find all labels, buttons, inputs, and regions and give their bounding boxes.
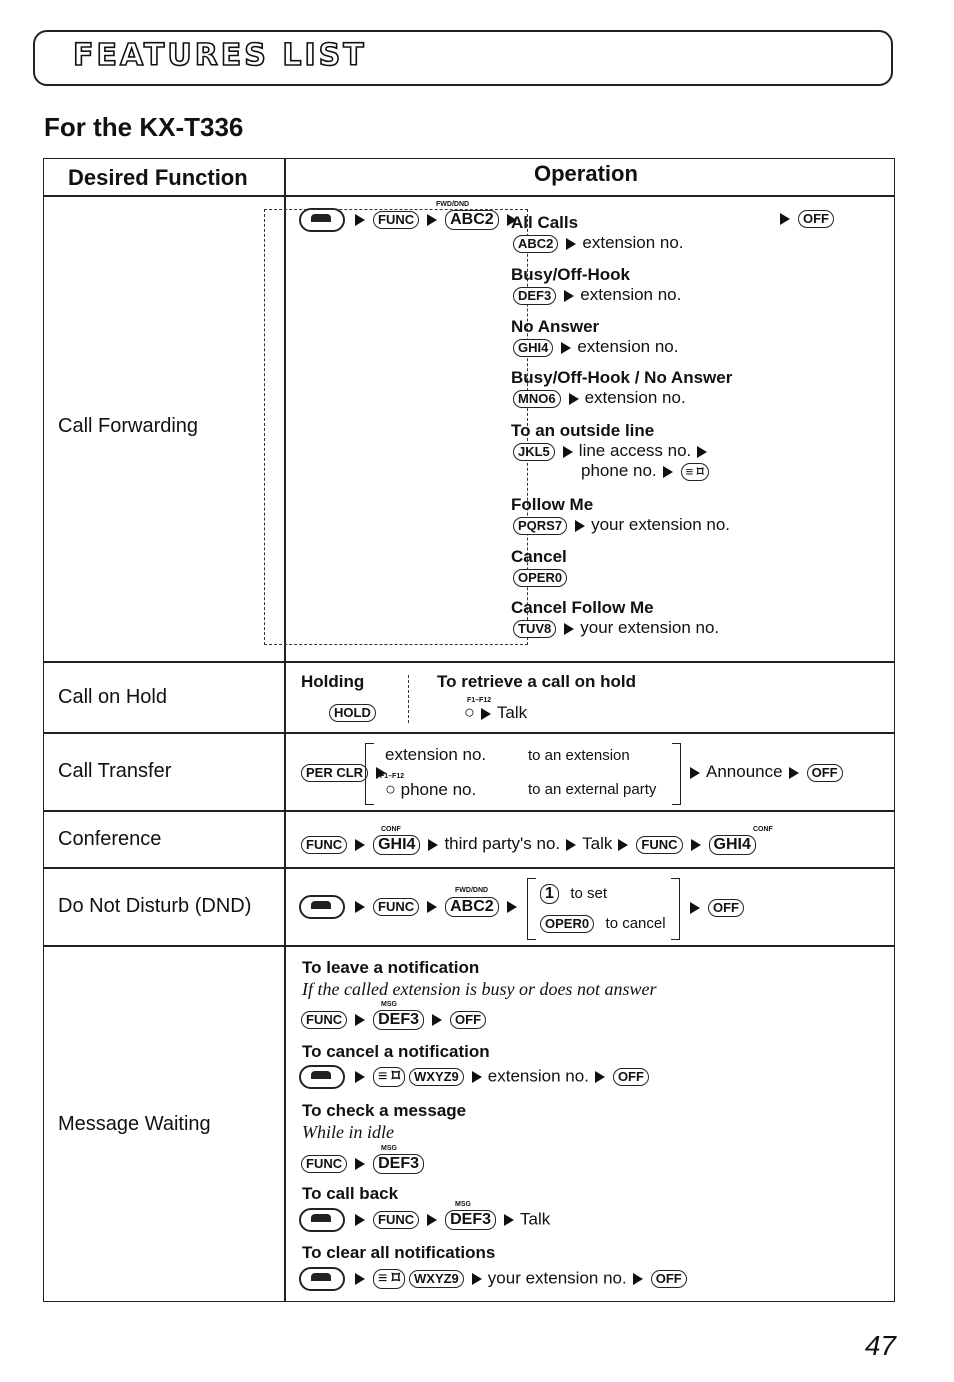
arrow-icon	[504, 1214, 514, 1226]
fwd-option-cancel	[511, 547, 569, 587]
redial-key: ≡ ⌑	[373, 1269, 405, 1289]
arrow-icon	[481, 708, 491, 720]
f1-f12-label: F1–F12	[467, 697, 492, 704]
function-call-forwarding: Call Forwarding	[58, 415, 199, 437]
arrow-icon	[563, 446, 573, 458]
wxyz9-key: WXYZ9	[409, 1270, 464, 1288]
retrieve-label: To retrieve a call on hold	[437, 672, 637, 691]
transfer-ext	[385, 745, 486, 765]
option-text: your extension no.	[591, 515, 730, 534]
to-cancel-text: to cancel	[605, 915, 666, 932]
option-title: Cancel Follow Me	[511, 598, 654, 617]
one-key: 1	[540, 884, 559, 904]
left-bracket	[527, 878, 536, 940]
to-set-text: to set	[570, 885, 608, 902]
off-key: OFF	[708, 899, 744, 917]
row-divider	[44, 732, 894, 734]
callback-talk-text: Talk	[520, 1209, 551, 1229]
row-divider	[44, 867, 894, 869]
off-key: OFF	[807, 764, 843, 782]
hold-separator	[408, 675, 409, 723]
def3-key: DEF3	[445, 1210, 496, 1230]
func-key: FUNC	[373, 1211, 419, 1229]
jkl5-key: JKL5	[513, 443, 555, 461]
function-message-waiting: Message Waiting	[58, 1113, 211, 1135]
option-text2: phone no.	[581, 461, 657, 480]
arrow-icon	[472, 1071, 482, 1083]
phone-no-text: phone no.	[400, 780, 477, 799]
check-title: To check a message	[302, 1101, 467, 1120]
conf-label: CONF	[381, 826, 401, 833]
row-divider	[44, 195, 894, 197]
leave-sequence	[299, 1009, 488, 1030]
arrow-icon	[690, 767, 700, 779]
fwd-option-busy	[511, 265, 681, 305]
forwarding-options-box	[264, 209, 528, 645]
callback-title: To call back	[302, 1184, 399, 1203]
cancel-title: To cancel a notification	[302, 1042, 490, 1061]
transfer-phone	[385, 779, 476, 800]
abc2-key: ABC2	[445, 210, 499, 230]
transfer-key: PER CLR	[301, 764, 368, 782]
option-text: extension no.	[584, 388, 686, 407]
clear-title: To clear all notifications	[302, 1243, 496, 1262]
clear-text: your extension no.	[487, 1268, 627, 1288]
option-text: extension no.	[582, 233, 684, 252]
conference-sequence	[299, 834, 758, 855]
arrow-icon	[697, 446, 707, 458]
arrow-icon	[564, 290, 574, 302]
option-title: All Calls	[511, 213, 579, 232]
option-title: To an outside line	[511, 421, 655, 440]
arrow-icon	[427, 901, 437, 913]
arrow-icon	[355, 839, 365, 851]
row-divider	[44, 661, 894, 663]
left-bracket	[365, 743, 374, 805]
function-call-transfer: Call Transfer	[58, 760, 172, 782]
arrow-icon	[595, 1071, 605, 1083]
function-call-on-hold: Call on Hold	[58, 686, 167, 708]
option-title: Follow Me	[511, 495, 594, 514]
ghi4-key: GHI4	[709, 835, 756, 855]
holding-label: Holding	[301, 672, 365, 691]
fwd-dnd-label: FWD/DND	[436, 201, 470, 208]
row-divider	[44, 945, 894, 947]
dnd-suffix	[684, 897, 746, 917]
to-external-text: to an external party	[528, 781, 657, 798]
arrow-icon	[566, 839, 576, 851]
redial-key: ≡ ⌑	[373, 1067, 405, 1087]
arrow-icon	[428, 839, 438, 851]
third-party-text: third party's no.	[444, 834, 561, 853]
arrow-icon	[566, 238, 576, 250]
ghi4-key: GHI4	[513, 339, 553, 357]
func-key: FUNC	[301, 1011, 347, 1029]
right-bracket	[672, 743, 681, 805]
option-title: Cancel	[511, 547, 567, 566]
flexible-button-icon: ○	[464, 702, 475, 722]
dnd-prefix	[299, 895, 523, 919]
arrow-icon	[564, 623, 574, 635]
function-conference: Conference	[58, 828, 162, 850]
arrow-icon	[691, 839, 701, 851]
option-title: No Answer	[511, 317, 600, 336]
off-key: OFF	[651, 1270, 687, 1288]
func-key: FUNC	[301, 836, 347, 854]
callback-sequence	[299, 1208, 550, 1232]
option-text: your extension no.	[580, 618, 720, 637]
fwd-option-no-answer	[511, 317, 678, 357]
arrow-icon	[355, 901, 365, 913]
cancel-text: extension no.	[487, 1066, 589, 1086]
announce-text: Announce	[706, 762, 783, 781]
transfer-prefix	[299, 762, 392, 782]
arrow-icon	[432, 1014, 442, 1026]
cancel-sequence	[299, 1065, 651, 1089]
arrow-icon	[355, 1071, 365, 1083]
oper0-key: OPER0	[513, 569, 567, 587]
def3-key: DEF3	[373, 1010, 424, 1030]
clear-sequence	[299, 1267, 689, 1291]
arrow-icon	[618, 839, 628, 851]
handset-icon	[299, 1208, 345, 1232]
def3-key: DEF3	[373, 1154, 424, 1174]
fwd-dnd-label: FWD/DND	[455, 887, 489, 894]
arrow-icon	[789, 767, 799, 779]
fwd-option-all-calls	[511, 213, 684, 253]
talk-text: Talk	[582, 834, 613, 853]
features-list-banner	[33, 30, 893, 86]
arrow-icon	[355, 1214, 365, 1226]
fwd-option-cancel-follow-me	[511, 598, 719, 638]
conf-label: CONF	[753, 826, 773, 833]
arrow-icon	[507, 901, 517, 913]
transfer-suffix	[684, 762, 845, 782]
msg-label: MSG	[381, 1145, 397, 1152]
msg-label: MSG	[455, 1201, 471, 1208]
option-text: extension no.	[580, 285, 682, 304]
handset-icon	[299, 1267, 345, 1291]
mno6-key: MNO6	[513, 390, 561, 408]
check-sequence	[299, 1153, 426, 1174]
row-divider	[44, 810, 894, 812]
fwd-option-follow-me	[511, 495, 730, 535]
header-operation: Operation	[534, 161, 638, 186]
hold-key: HOLD	[329, 704, 376, 722]
option-text: extension no.	[577, 337, 679, 356]
oper0-key: OPER0	[540, 915, 594, 933]
tuv8-key: TUV8	[513, 620, 556, 638]
option-title: Busy/Off-Hook / No Answer	[511, 368, 733, 387]
f1-f12-label: F1–F12	[380, 773, 405, 780]
off-key: OFF	[798, 210, 834, 228]
arrow-icon	[633, 1273, 643, 1285]
arrow-icon	[472, 1273, 482, 1285]
option-title: Busy/Off-Hook	[511, 265, 630, 284]
fwd-option-outside-line	[511, 421, 713, 481]
pqrs7-key: PQRS7	[513, 517, 567, 535]
call-forwarding-suffix	[774, 208, 836, 228]
check-note: While in idle	[302, 1122, 394, 1142]
option-text: line access no.	[578, 441, 692, 460]
arrow-icon	[780, 213, 790, 225]
redial-key: ≡ ⌑	[681, 463, 709, 481]
arrow-icon	[663, 466, 673, 478]
handset-icon	[299, 1065, 345, 1089]
to-extension-text: to an extension	[528, 747, 630, 764]
func-key: FUNC	[636, 836, 682, 854]
def3-key: DEF3	[513, 287, 556, 305]
ghi4-key: GHI4	[373, 835, 420, 855]
features-table	[43, 158, 895, 1302]
arrow-icon	[690, 902, 700, 914]
function-dnd: Do Not Disturb (DND)	[58, 895, 252, 917]
abc2-key: ABC2	[513, 235, 558, 253]
dnd-cancel	[538, 913, 666, 933]
abc2-key: ABC2	[445, 897, 499, 917]
fwd-option-busy-no-answer	[511, 368, 732, 408]
banner-title: FEATURES LIST	[73, 38, 367, 73]
arrow-icon	[355, 1158, 365, 1170]
off-key: OFF	[450, 1011, 486, 1029]
retrieve-sequence	[464, 702, 527, 723]
hold-key-wrap	[327, 702, 378, 722]
arrow-icon	[355, 1014, 365, 1026]
arrow-icon	[561, 342, 571, 354]
msg-label: MSG	[381, 1001, 397, 1008]
talk-text: Talk	[496, 703, 528, 722]
dnd-set	[538, 883, 607, 904]
arrow-icon	[355, 1273, 365, 1285]
ext-no-text: extension no.	[385, 745, 487, 764]
func-key: FUNC	[373, 211, 419, 229]
arrow-icon	[427, 1214, 437, 1226]
page-number: 47	[864, 1330, 896, 1361]
leave-note: If the called extension is busy or does not answer	[302, 979, 657, 999]
wxyz9-key: WXYZ9	[409, 1068, 464, 1086]
off-key: OFF	[613, 1068, 649, 1086]
leave-title: To leave a notification	[302, 958, 480, 977]
arrow-icon	[575, 520, 585, 532]
func-key: FUNC	[373, 898, 419, 916]
func-key: FUNC	[301, 1155, 347, 1173]
flexible-button-icon: ○	[385, 779, 396, 799]
right-bracket	[671, 878, 680, 940]
handset-icon	[299, 895, 345, 919]
arrow-icon	[569, 393, 579, 405]
page-heading: For the KX-T336	[44, 112, 244, 142]
header-desired-function: Desired Function	[68, 165, 248, 190]
